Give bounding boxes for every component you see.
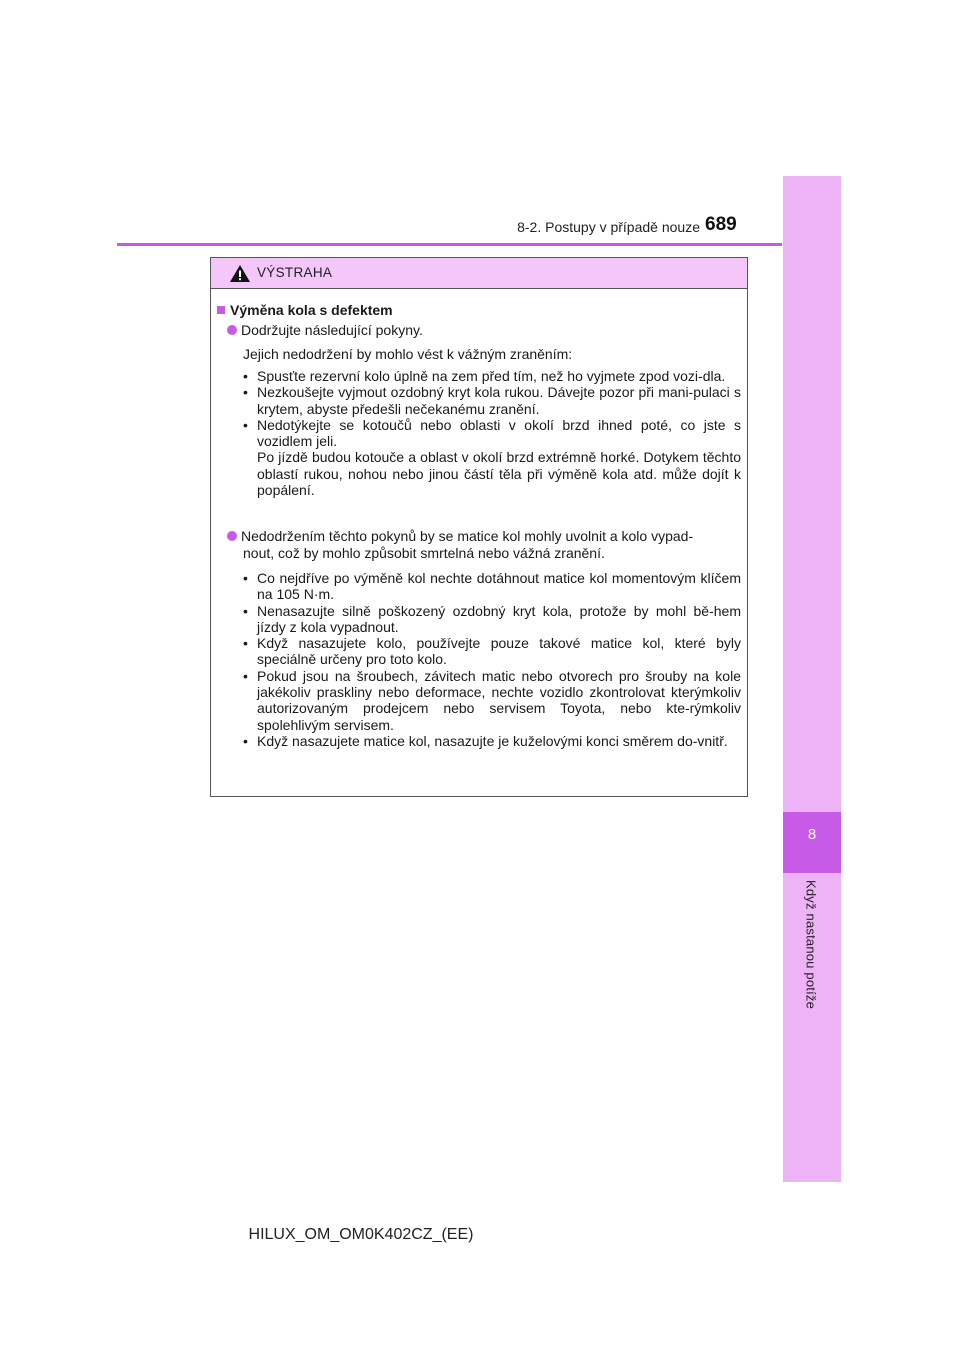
instruction-item <box>227 322 745 338</box>
list-item: • Spusťte rezervní kolo úplně na zem před tím, než ho vyjmete zpod vozi-dla. <box>243 368 741 384</box>
list-item: • Nenasazujte silně poškozený ozdobný kryt kola, protože by mohl bě-hem jízdy z kola vypadnout. <box>243 603 741 636</box>
chapter-number: 8 <box>807 826 817 843</box>
list-item: • Nedotýkejte se kotoučů nebo oblasti v okolí brzd ihned poté, co jste s vozidlem jeli. Po jízdě budou kotouče a oblast v okolí brzd extrémně horké. Dotykem těchto oblastí rukou, nohou nebo jinou částí těla při výměně kola atd. může dojít k popálení. <box>243 417 741 498</box>
circle-bullet-icon <box>227 531 237 541</box>
bullet-list <box>243 368 741 498</box>
list-item: • Co nejdříve po výměně kol nechte dotáhnout matice kol momentovým klíčem na 105 N·m. <box>243 570 741 603</box>
document-code: HILUX_OM_OM0K402CZ_(EE) <box>248 1226 474 1243</box>
section-heading <box>217 302 393 318</box>
chapter-title <box>780 880 842 1020</box>
circle-bullet-icon <box>227 325 237 335</box>
list-item: • Pokud jsou na šroubech, závitech matic nebo otvorech pro šrouby na kole jakékoliv praskliny nebo deformace, nechte vozidlo zkontrolovat kterýmkoliv autorizovaným prodejcem nebo servisem Toyota, nebo kte-rýmkoliv spolehlivým servisem. <box>243 668 741 733</box>
instruction-text-cont: nout, což by mohlo způsobit smrtelná nebo vážná zranění. <box>243 545 605 561</box>
section-title: 8-2. Postupy v případě nouze <box>517 219 700 235</box>
instruction-text: Nedodržením těchto pokynů by se matice kol mohly uvolnit a kolo vypad- <box>241 528 694 544</box>
bullet-list <box>243 570 741 749</box>
section-heading-text: Výměna kola s defektem <box>230 302 393 318</box>
chapter-title-text: Když nastanou potíže <box>803 880 819 1010</box>
instruction-intro: Jejich nedodržení by mohlo vést k vážným zraněním: <box>243 346 573 362</box>
page-number: 689 <box>705 214 737 235</box>
list-item: • Když nasazujete matice kol, nasazujte je kuželovými konci směrem do-vnitř. <box>243 733 741 749</box>
square-bullet-icon <box>217 306 225 314</box>
instruction-item <box>227 528 745 544</box>
chapter-side-tab <box>783 176 841 1182</box>
warning-header <box>211 258 747 289</box>
warning-box <box>210 257 748 797</box>
list-item: • Nezkoušejte vyjmout ozdobný kryt kola rukou. Dávejte pozor při mani-pulaci s krytem, abyste předešli nečekanému zranění. <box>243 384 741 417</box>
warning-triangle-icon <box>229 264 251 283</box>
warning-title: VÝSTRAHA <box>257 265 333 280</box>
list-item: • Když nasazujete kolo, používejte pouze takové matice kol, které byly speciálně určeny pro toto kolo. <box>243 635 741 668</box>
header-divider <box>117 243 782 246</box>
instruction-text: Dodržujte následující pokyny. <box>241 322 423 338</box>
